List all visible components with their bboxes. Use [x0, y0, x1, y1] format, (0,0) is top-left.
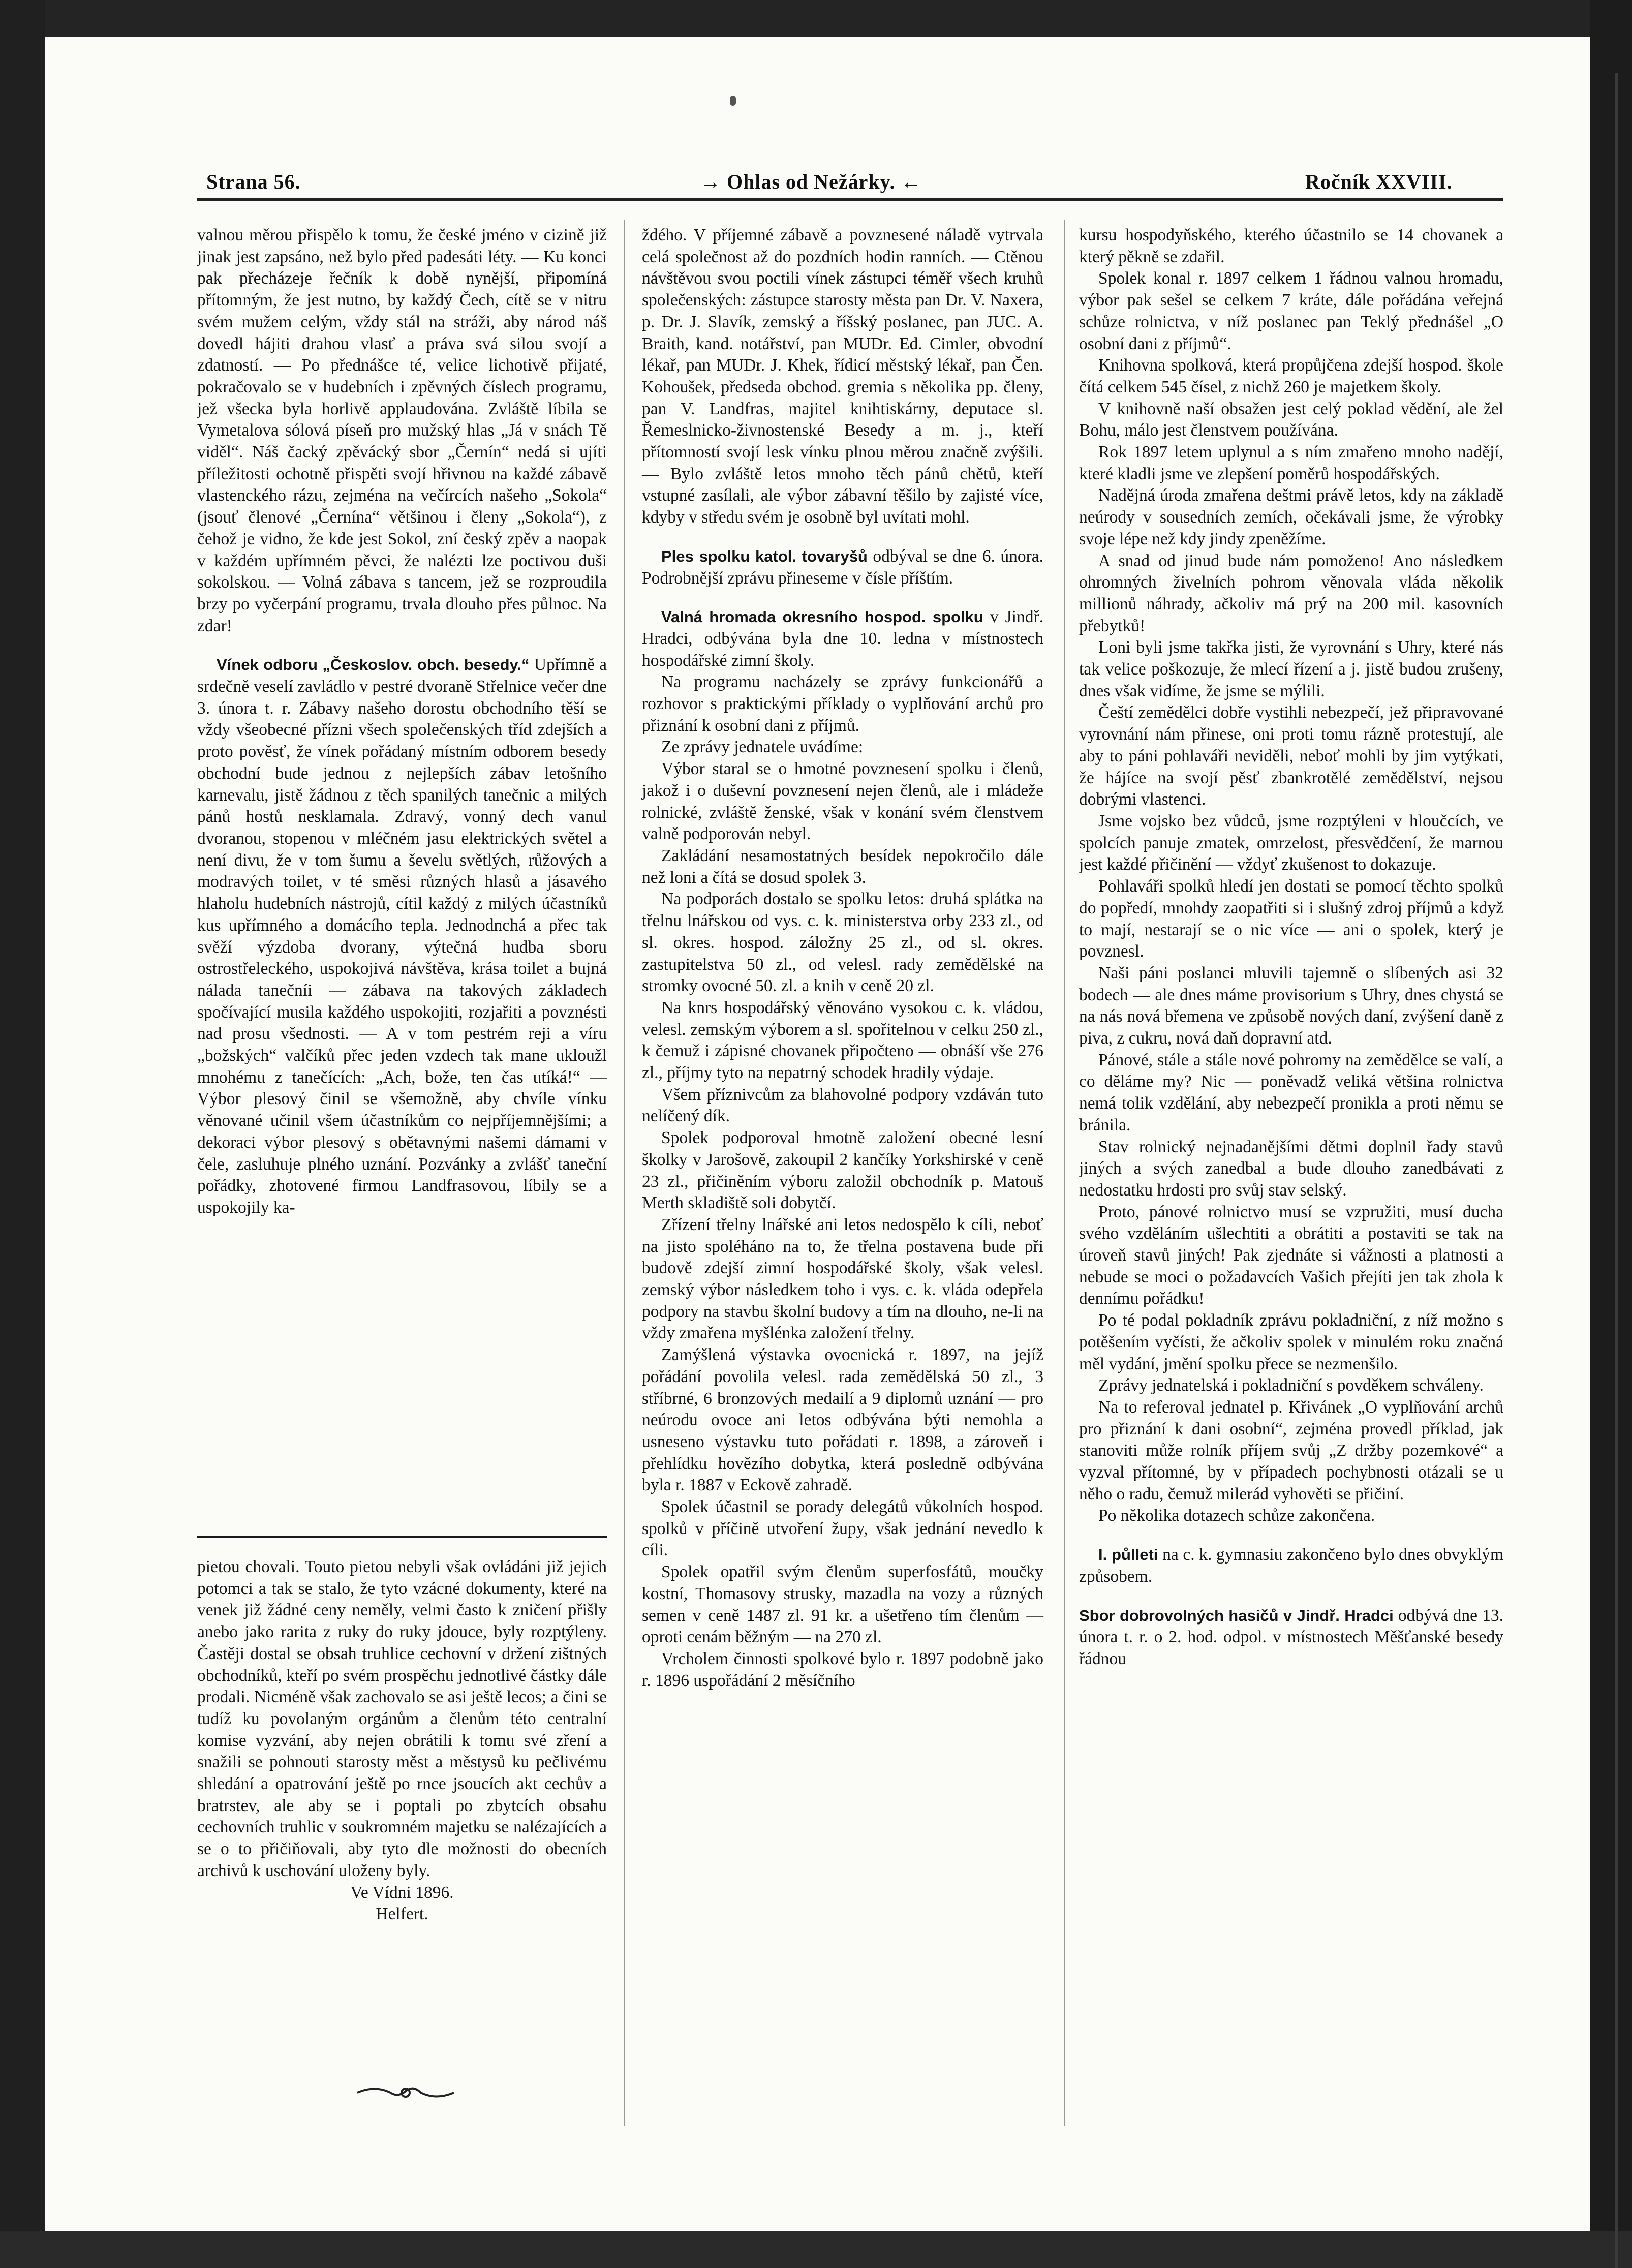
paragraph: Naši páni poslanci mluvili tajemně o slíbených asi 32 bodech — ale dnes máme provisorium s Uhry, dnes chystá se na nás nová břemena ve způsobě nových daní, zvýšení daně z piva, z cukru, nová daň dopravní atd. [1079, 963, 1503, 1048]
paragraph: Na programu nacházely se zprávy funkcionářů a rozhovor s praktickými příklady o vyplňování archů pro přiznání k osobní dani z příjmů. [642, 672, 1043, 735]
paragraph: Spolek podporoval hmotně založení obecné lesní školky v Jarošově, zakoupil 2 kančíky Yorkshirské v ceně 23 zl., přičiněním výboru založil obchodník p. Matouš Merth skladiště soli dobytčí. [642, 1128, 1043, 1213]
ink-spot [730, 96, 736, 106]
paragraph: Zakládání nesamostatných besídek nepokročilo dále než loni a čítá se dosud spolek 3. [642, 846, 1043, 887]
article-ples [642, 546, 1043, 589]
column-divider-1 [624, 220, 625, 2126]
paragraph: Spolek účastnil se porady delegátů vůkolních hospod. spolků v příčině utvoření župy, však jednání nevedlo k cíli. [642, 1497, 1043, 1560]
paragraph: A snad od jinud bude nám pomoženo! Ano následkem ohromných živelních pohrom věnovala vláda několik millionů náhrady, ačkoliv má prý na 200 mil. kasovních přebytků! [1079, 551, 1503, 635]
paragraph: Po několika dotazech schůze zakončena. [1098, 1506, 1375, 1525]
paragraph: Po té podal pokladník zprávu pokladniční, z níž možno s potěšením vyčísti, že ačkoliv spolek v minulém roku značná měl vydání, jmění spolku přece se nezmenšilo. [1079, 1311, 1503, 1373]
spacer [642, 589, 1043, 606]
article-body: odbývá dne 13. února t. r. o 2. hod. odpol. v místnostech Měšťanské besedy řádnou [1079, 1606, 1503, 1668]
article-continuation: ždého. V příjemné zábavě a povznesené náladě vytrvala celá společnost až do pozdních hodin ranních. — Ctěnou návštěvou svou poctili vínek zástupci téměř všech kruhů společenských: zástupce starosty města pan Dr. V. Naxera, p. Dr. J. Slavík, zemský a říšský poslanec, pan JUC. A. Braith, kand. notářství, pan MUDr. Ed. Cimler, obvodní lékař, pan MUDr. J. Khek, řídicí městský lékař, pan Čen. Kohoušek, předseda obchod. gremia s několika pp. členy, pan V. Landfras, majitel knihtiskárny, deputace sl. Řemeslnicko-živnostenské Besedy a m. j., kteří přítomností svojí lesk vínku plnou měrou značně zvýšili. — Bylo zvláště letos mnoho těch pánů chětů, kteří vstupné zasílali, ale výbor zábavní těšilo by zajisté více, kdyby v středu svém je osobně byl uvítati mohl. [642, 226, 1043, 527]
page-number: Strana 56. [206, 170, 301, 193]
article-heading: Ples spolku katol. tovaryšů [661, 547, 868, 565]
volume-label: Ročník XXVIII. [1305, 170, 1453, 193]
paragraph: Spolek opatřil svým členům superfosfátů, moučky kostní, Thomasovy strusky, mazadla na vozy a různých semen v ceně 1487 zl. 91 kr. a ušetřeno tím členům — oproti cenám běžným — na 270 zl. [642, 1562, 1043, 1647]
column-divider-2 [1064, 220, 1065, 2126]
paragraph: Na to referoval jednatel p. Křivánek „O vyplňování archů pro přiznání k dani osobní“, zejména provedl příklad, jak stanoviti může rolník příjem svůj „Z držby pozemkové“ a vyzval přítomné, by v případech pochybnosti otázali se u něho o radu, čemuž milerád vyhověti se přičiní. [1079, 1397, 1503, 1504]
ornament-icon [355, 2080, 456, 2105]
paragraph: Pánové, stále a stále nové pohromy na zemědělce se valí, a co děláme my? Nic — poněvadž veliká většina rolnictva nemá tolik vzdělání, aby nebezpečí pronikla a proti němu se bránila. [1079, 1050, 1503, 1135]
scan-border-left [0, 0, 45, 2231]
paragraph: Zamýšlená výstavka ovocnická r. 1897, na jejíž pořádání povolila velesl. rada zemědělská 50 zl., 3 stříbrné, 6 bronzových medailí a 9 diplomů uznání — pro neúrodu ovoce ani letos odbývána býti nemohla a usneseno výstavku tuto pořádati r. 1898, a zároveň i přehlídku hovězího dobytka, která posledně odbývána byla r. 1887 v Eckově zahradě. [642, 1345, 1043, 1495]
paragraph: Zprávy jednatelská i pokladniční s povděkem schváleny. [1098, 1376, 1484, 1395]
article-valna-hromada [642, 606, 1043, 671]
header-rule [197, 198, 1503, 201]
article-vinek [197, 654, 607, 1218]
paragraph: Zřízení třelny lnářské ani letos nedospělo k cíli, neboť na jisto spoléháno na to, že třelna postavena bude při budově zdejší zimní hospodářské školy, však velesl. zemský výbor následkem toho i vys. c. k. vláda odepřela podpory na stavbu školní budovy a tím na dlouho, ne-li na vždy zmařena myšlénka založení třelny. [642, 1215, 1043, 1343]
column-3 [1079, 225, 1503, 1670]
paragraph: Rok 1897 letem uplynul a s ním zmařeno mnoho nadějí, které kladli jsme ve zlepšení poměrů hospodářských. [1079, 443, 1503, 483]
article-body: Upřímně a srdečně veselí zavládlo v pestré dvoraně Střelnice večer dne 3. února t. r. Zábavy našeho dorostu obchodního těší se vždy všeobecné přízni všech společenských tříd zdejších a proto pověsť, že vínek pořádaný místním odborem besedy obchodní bude jednou z nejlepších zábav letošního karnevalu, jistě žádnou z těch spanilých tanečnic a milých pánů hostů nesklamala. Zdravý, vonný dech vanul dvoranou, stopenou v mléčném jasu elektrických světel a není divu, že v tom šumu a ševelu světlých, růžových a modravých toilet, v té směsi různých hlasů a jásavého hlaholu hudebních nástrojů, cítil každý z milých účastníků kus upřímného a domácího tepla. Jednodnchá a přec tak svěží výzdoba dvorany, výtečná hudba sboru ostrostřeleckého, uspokojivá návštěva, krása toilet a bujná nálada tanečníi — zábava na takových základech spočívající musila každého uspokojiti, rozjařiti a povznésti nad prosu všednosti. — A v tom pestrém reji a víru „božských“ valčíků přec jeden vzdech tak mane ukloužl mnohému z tanečících: „Ach, bože, ten čas utíká!“ — Výbor plesový činil se všemožně, aby chvíle vínku věnované učinil všem účastníkům co nejpříjemnějšími; a dekoraci výbor plesový s obětavnými našemi dámami v čele, zasluhuje plného uznání. Pozvánky a zvlášť taneční pořádky, zhotovené firmou Landfrasovou, líbily se a uspokojily ka- [197, 655, 607, 1217]
page-header [45, 164, 1590, 199]
publication-title: → Ohlas od Nežárky. ← [700, 170, 922, 193]
spacer [1079, 1588, 1503, 1605]
article-hasici [1079, 1605, 1503, 1670]
article-heading: I. půlleti [1098, 1546, 1158, 1564]
section-rule [197, 1536, 607, 1538]
paragraph: Loni byli jsme takřka jisti, že vyrovnání s Uhry, které nás tak velice poškozuje, že mlecí řízení a j. jistě budou zrušeny, dnes však vidíme, že jsme se mýlili. [1079, 638, 1503, 700]
newspaper-page [45, 37, 1590, 2231]
article-continuation-lower: pietou chovali. Touto pietou nebyli však ovládáni již jejich potomci a tak se stalo, že tyto vzácné dokumenty, které na venek již žádné ceny neměly, velmi často k zničení přišly anebo jako rarita z ruky do ruky jdouce, byly rozptýleny. Častěji dostal se obsah truhlice cechovní v držení zištných obchodníků, kteří po svém prospěchu jednotlivé částky dále prodali. Nicméně však zachovalo se asi ještě lecos; a čini se tudíž ku povolaným orgánům a členům této centralní komise vyzvání, aby nejen obrátili k tomu své zření a snažili se pohnouti starosty měst a městysů ku pečlivému shledání a opatrování ještě po rnce jsoucích akt cechův a bratrstev, ale aby se i poptali po zbytcích obsahu cechovních truhlic v soukromném majetku se nalézajících a se o to přičiňovali, aby tyto dle možnosti do obecních archivů k uschování uloženy byly. [197, 1557, 607, 1880]
signature-name: Helfert. [376, 1905, 428, 1924]
article-body: odbýval se dne 6. února. Podrobnější zprávu přineseme v čísle příštím. [642, 546, 1044, 588]
article-heading: Sbor dobrovolných hasičů v Jindř. Hradci [1079, 1606, 1394, 1625]
paragraph: Spolek konal r. 1897 celkem 1 řádnou valnou hromadu, výbor pak sešel se celkem 7 kráte, dále pořádána veřejná schůze rolnictva, v níž poslanec pan Teklý přednášel „O osobní dani z příjmů“. [1079, 269, 1503, 353]
paragraph: Pohlaváři spolků hledí jen dostati se pomocí těchto spolků do popředí, mnohdy zaopatřiti si i slušný zdroj příjmů a když to mají, nestarají se o nic více — ani o spolek, který je povznesl. [1079, 877, 1503, 961]
paragraph: Jsme vojsko bez vůdců, jsme rozptýleni v hloučcích, ve spolcích panuje zmatek, omrzelost, přesvědčení, že marnou jest každé přičinění — vždyť zkušenost to dokazuje. [1079, 811, 1503, 874]
paragraph: Ze zprávy jednatele uvádíme: [661, 738, 864, 757]
signature-place: Ve Vídni 1896. [350, 1883, 454, 1902]
article-body: v Jindř. Hradci, odbývána byla dne 10. ledna v místnostech hospodářské zimní školy. [642, 607, 1044, 670]
paragraph: Čeští zemědělci dobře vystihli nebezpečí, jež připravované vyrovnání nám přinese, oni proti tomu rázně protestují, ale aby to páni pohlaváři neviděli, neboť mohli by jim vytýkati, že hájíce na svojí pěsť zbankrotělé zemědělství, nejsou dobrými vlastenci. [1079, 703, 1503, 809]
article-body: na c. k. gymnasiu zakončeno bylo dnes obvyklým způsobem. [1079, 1545, 1504, 1586]
article-continuation: valnou měrou přispělo k tomu, že české jméno v cizině již jinak jest zapsáno, než bylo před padesáti léty. — Ku konci pak přecházeje řečník k době nynější, připomíná přítomným, že jest nutno, by každý Čech, cítě se v nitru svém mužem celým, vždy stál na stráži, aby národ náš dovedl hájiti drahou vlasť a práva svá silou svojí a zdatností. — Po přednášce té, velice lichotivě přijaté, pokračovalo se v hudebních i zpěvných číslech programu, jež všecka byla horlivě applaudována. Zvláště líbila se Vymetalova sólová píseň pro mužský hlas „Já v snách Tě viděl“. Náš čacký zpěvácký sbor „Černín“ nedá si ujíti příležitosti ochotně přispěti svojí hřivnou na každé zábavě vlastenckého rázu, zejména na večírcích našeho „Sokola“ (jsouť členové „Černína“ většinou i členy „Sokola“), z čehož je vidno, že kde jest Sokol, zní český zpěv a naopak v každém upřímném pěvci, že nalézti lze poctivou duši sokolskou. — Volná zábava s tancem, jež se rozproudila brzy po vyčerpání programu, trvala dlouho přes půlnoc. Na zdar! [197, 226, 607, 635]
paragraph: Stav rolnický nejnadanějšími dětmi doplnil řady stavů jiných a svých zanedbal a bude dlouho zanedbávati z nedostatku hrdosti pro svůj stav selský. [1079, 1137, 1503, 1200]
paragraph: Knihovna spolková, která propůjčena zdejší hospod. škole čítá celkem 545 čísel, z nichž 260 je majetkem školy. [1079, 356, 1503, 396]
paragraph: Na knrs hospodářský věnováno vysokou c. k. vládou, velesl. zemským výborem a sl. spořitelnou v celku 250 zl., k čemuž i zápisné chovanek připočteno — obnáší vše 276 zl., příjmy tyto na nepatrný schodek hradily výdaje. [642, 998, 1043, 1083]
paragraph: kursu hospodyňského, kterého účastnilo se 14 chovanek a který pěkně se zdařil. [1079, 226, 1503, 266]
paragraph: V knihovně naší obsažen jest celý poklad vědění, ale žel Bohu, málo jest členstvem používána. [1079, 399, 1503, 440]
paragraph: Výbor staral se o hmotné povznesení spolku i členů, jakož i o duševní povznesení nejen členů, ale i mládeže rolnické, zvláště ženské, však v konání svém členstvem valně podporován nebyl. [642, 759, 1043, 844]
spacer [642, 529, 1043, 546]
page-edge-shadow [1615, 73, 1618, 2268]
paragraph: Nadějná úroda zmařena deštmi právě letos, kdy na základě neúrody v sousedních zemích, očekávali jsme, že výrobky svoje lépe než kdy jindy zpeněžíme. [1079, 486, 1503, 548]
column-1 [197, 225, 607, 1219]
paragraph: Na podporách dostalo se spolku letos: druhá splátka na třelnu lnářskou od vys. c. k. ministerstva orby 233 zl., od sl. okres. hospod. záložny 25 zl., od sl. okres. zastupitelstva 50 zl., od velesl. rady zemědělské na stromky ovocné 50. zl. a knih v ceně 20 zl. [642, 890, 1043, 996]
column-1-lower [197, 1556, 607, 1925]
spacer [1079, 1527, 1503, 1544]
paragraph: Vrcholem činnosti spolkové bylo r. 1897 podobně jako r. 1896 uspořádání 2 měsíčního [642, 1649, 1043, 1690]
paragraph: Proto, pánové rolnictvo musí se vzpružiti, musí ducha svého vzděláním ušlechtiti a obrátiti a postaviti se tak na úroveň stavů jiných! Pak zjednáte si vážnosti a platnosti a nebude se moci o požadavcích Vašich přejíti jen tak zhola k dennímu pořádku! [1079, 1202, 1503, 1308]
scan-border-right [1590, 0, 1632, 2231]
article-pulleti [1079, 1544, 1503, 1587]
spacer [197, 637, 607, 654]
scan-border-top [0, 0, 1632, 37]
article-heading: Vínek odboru „Českoslov. obch. besedy.“ [217, 656, 530, 674]
paragraph: Všem příznivcům za blahovolné podpory vzdáván tuto nelíčený dík. [642, 1085, 1043, 1126]
article-heading: Valná hromada okresního hospod. spolku [661, 608, 983, 626]
column-2 [642, 225, 1043, 1692]
